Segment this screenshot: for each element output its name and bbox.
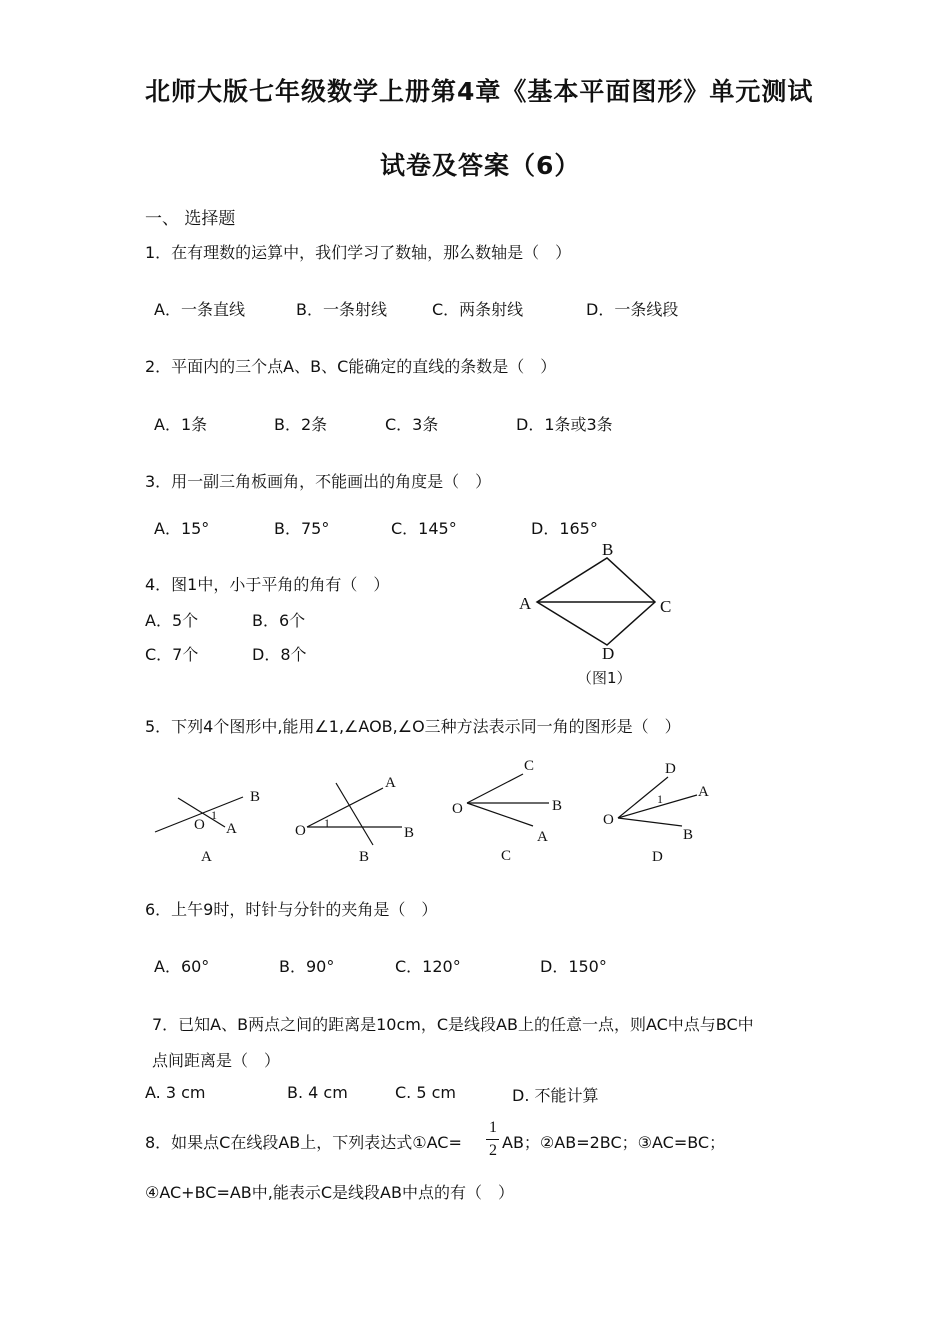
question-6-option-b: B．90°	[279, 957, 335, 976]
q5-c-ray-oa	[467, 803, 533, 826]
question-2-option-d: D．1条或3条	[516, 415, 613, 434]
q5-figure-d	[600, 755, 730, 870]
q5-d-label-d-top: D	[665, 761, 676, 777]
q5-a-label-b: B	[250, 789, 261, 805]
q5-b-ray-oa	[307, 788, 383, 827]
question-7-option-b: B. 4 cm	[287, 1083, 348, 1102]
question-1-option-d: D．一条线段	[586, 300, 679, 319]
question-4-stem: 4．图1中，小于平角的角有（ ）	[145, 575, 390, 594]
q5-a-label-one: 1	[211, 808, 217, 822]
q5-c-label-b: B	[552, 798, 563, 814]
q5-c-caption: C	[501, 848, 512, 864]
section-heading: 一、 选择题	[145, 209, 236, 229]
question-1-option-a: A．一条直线	[154, 300, 245, 319]
figure-1-label-a: A	[519, 594, 532, 613]
q5-b-caption: B	[359, 849, 370, 865]
question-6-stem: 6．上午9时，时针与分针的夹角是（ ）	[145, 900, 438, 919]
question-1-option-c: C．两条射线	[432, 300, 524, 319]
question-4-option-d: D．8个	[252, 645, 307, 664]
question-3-option-a: A．15°	[154, 519, 210, 538]
q5-figure-c	[445, 752, 575, 870]
question-3-option-b: B．75°	[274, 519, 330, 538]
question-6-option-a: A．60°	[154, 957, 210, 976]
q5-a-label-o: O	[194, 817, 205, 833]
figure-1-label-c: C	[660, 597, 672, 616]
page-title-line2: 试卷及答案（6）	[380, 151, 581, 180]
q5-c-label-a: A	[537, 829, 548, 845]
question-1-stem: 1．在有理数的运算中，我们学习了数轴，那么数轴是（ ）	[145, 243, 572, 262]
question-6-option-c: C．120°	[395, 957, 461, 976]
question-2-stem: 2．平面内的三个点A、B、C能确定的直线的条数是（ ）	[145, 357, 557, 376]
question-8-stem-suffix: AB；②AB=2BC；③AC=BC；	[502, 1133, 726, 1152]
question-6-option-d: D．150°	[540, 957, 607, 976]
question-7-option-d: D. 不能计算	[512, 1086, 599, 1105]
q5-c-label-o: O	[452, 801, 463, 817]
question-4-option-a: A．5个	[145, 611, 199, 630]
question-8-fraction-bar	[486, 1139, 499, 1140]
q5-a-label-a: A	[226, 821, 237, 837]
q5-c-ray-oc	[467, 774, 523, 803]
question-8-stem-line2: ④AC+BC=AB中,能表示C是线段AB中点的有（ ）	[145, 1183, 514, 1202]
question-8-stem-prefix: 8．如果点C在线段AB上，下列表达式①AC=	[145, 1133, 462, 1152]
figure-1-label-b: B	[602, 540, 614, 559]
figure-1-caption: （图1）	[577, 669, 632, 687]
question-2-option-a: A．1条	[154, 415, 208, 434]
q5-d-label-b: B	[683, 827, 694, 843]
question-8-fraction-denominator: 2	[489, 1142, 497, 1159]
q5-figure-b	[290, 765, 430, 870]
question-8-fraction-numerator: 1	[489, 1119, 497, 1136]
question-5-stem: 5．下列4个图形中,能用∠1,∠AOB,∠O三种方法表示同一角的图形是（ ）	[145, 717, 681, 736]
q5-b-label-o: O	[295, 823, 306, 839]
q5-d-caption: D	[652, 849, 663, 865]
question-1-option-b: B．一条射线	[296, 300, 387, 319]
question-3-stem: 3．用一副三角板画角，不能画出的角度是（ ）	[145, 472, 492, 491]
q5-b-label-a: A	[385, 775, 396, 791]
question-3-option-c: C．145°	[391, 519, 457, 538]
q5-c-label-c: C	[524, 758, 535, 774]
question-2-option-c: C．3条	[385, 415, 439, 434]
page-title-line1: 北师大版七年级数学上册第4章《基本平面图形》单元测试	[145, 77, 814, 106]
q5-b-label-one: 1	[324, 816, 330, 830]
q5-a-caption: A	[201, 849, 212, 865]
question-2-option-b: B．2条	[274, 415, 328, 434]
q5-b-cross-line	[336, 783, 373, 845]
question-7-option-c: C. 5 cm	[395, 1083, 456, 1102]
question-7-stem-line2: 点间距离是（ ）	[152, 1051, 281, 1070]
q5-figure-a	[145, 775, 275, 870]
question-4-option-c: C．7个	[145, 645, 199, 664]
question-4-option-b: B．6个	[252, 611, 306, 630]
question-7-option-a: A. 3 cm	[145, 1083, 206, 1102]
question-3-option-d: D．165°	[531, 519, 598, 538]
figure-1-label-d: D	[602, 644, 615, 663]
q5-d-label-a: A	[698, 784, 709, 800]
q5-d-label-o: O	[603, 812, 614, 828]
q5-d-label-one: 1	[657, 792, 663, 806]
question-7-stem-line1: 7．已知A、B两点之间的距离是10cm，C是线段AB上的任意一点，则AC中点与BC中	[152, 1015, 754, 1034]
q5-b-label-b-right: B	[404, 825, 415, 841]
q5-d-ray-ob	[618, 818, 682, 826]
